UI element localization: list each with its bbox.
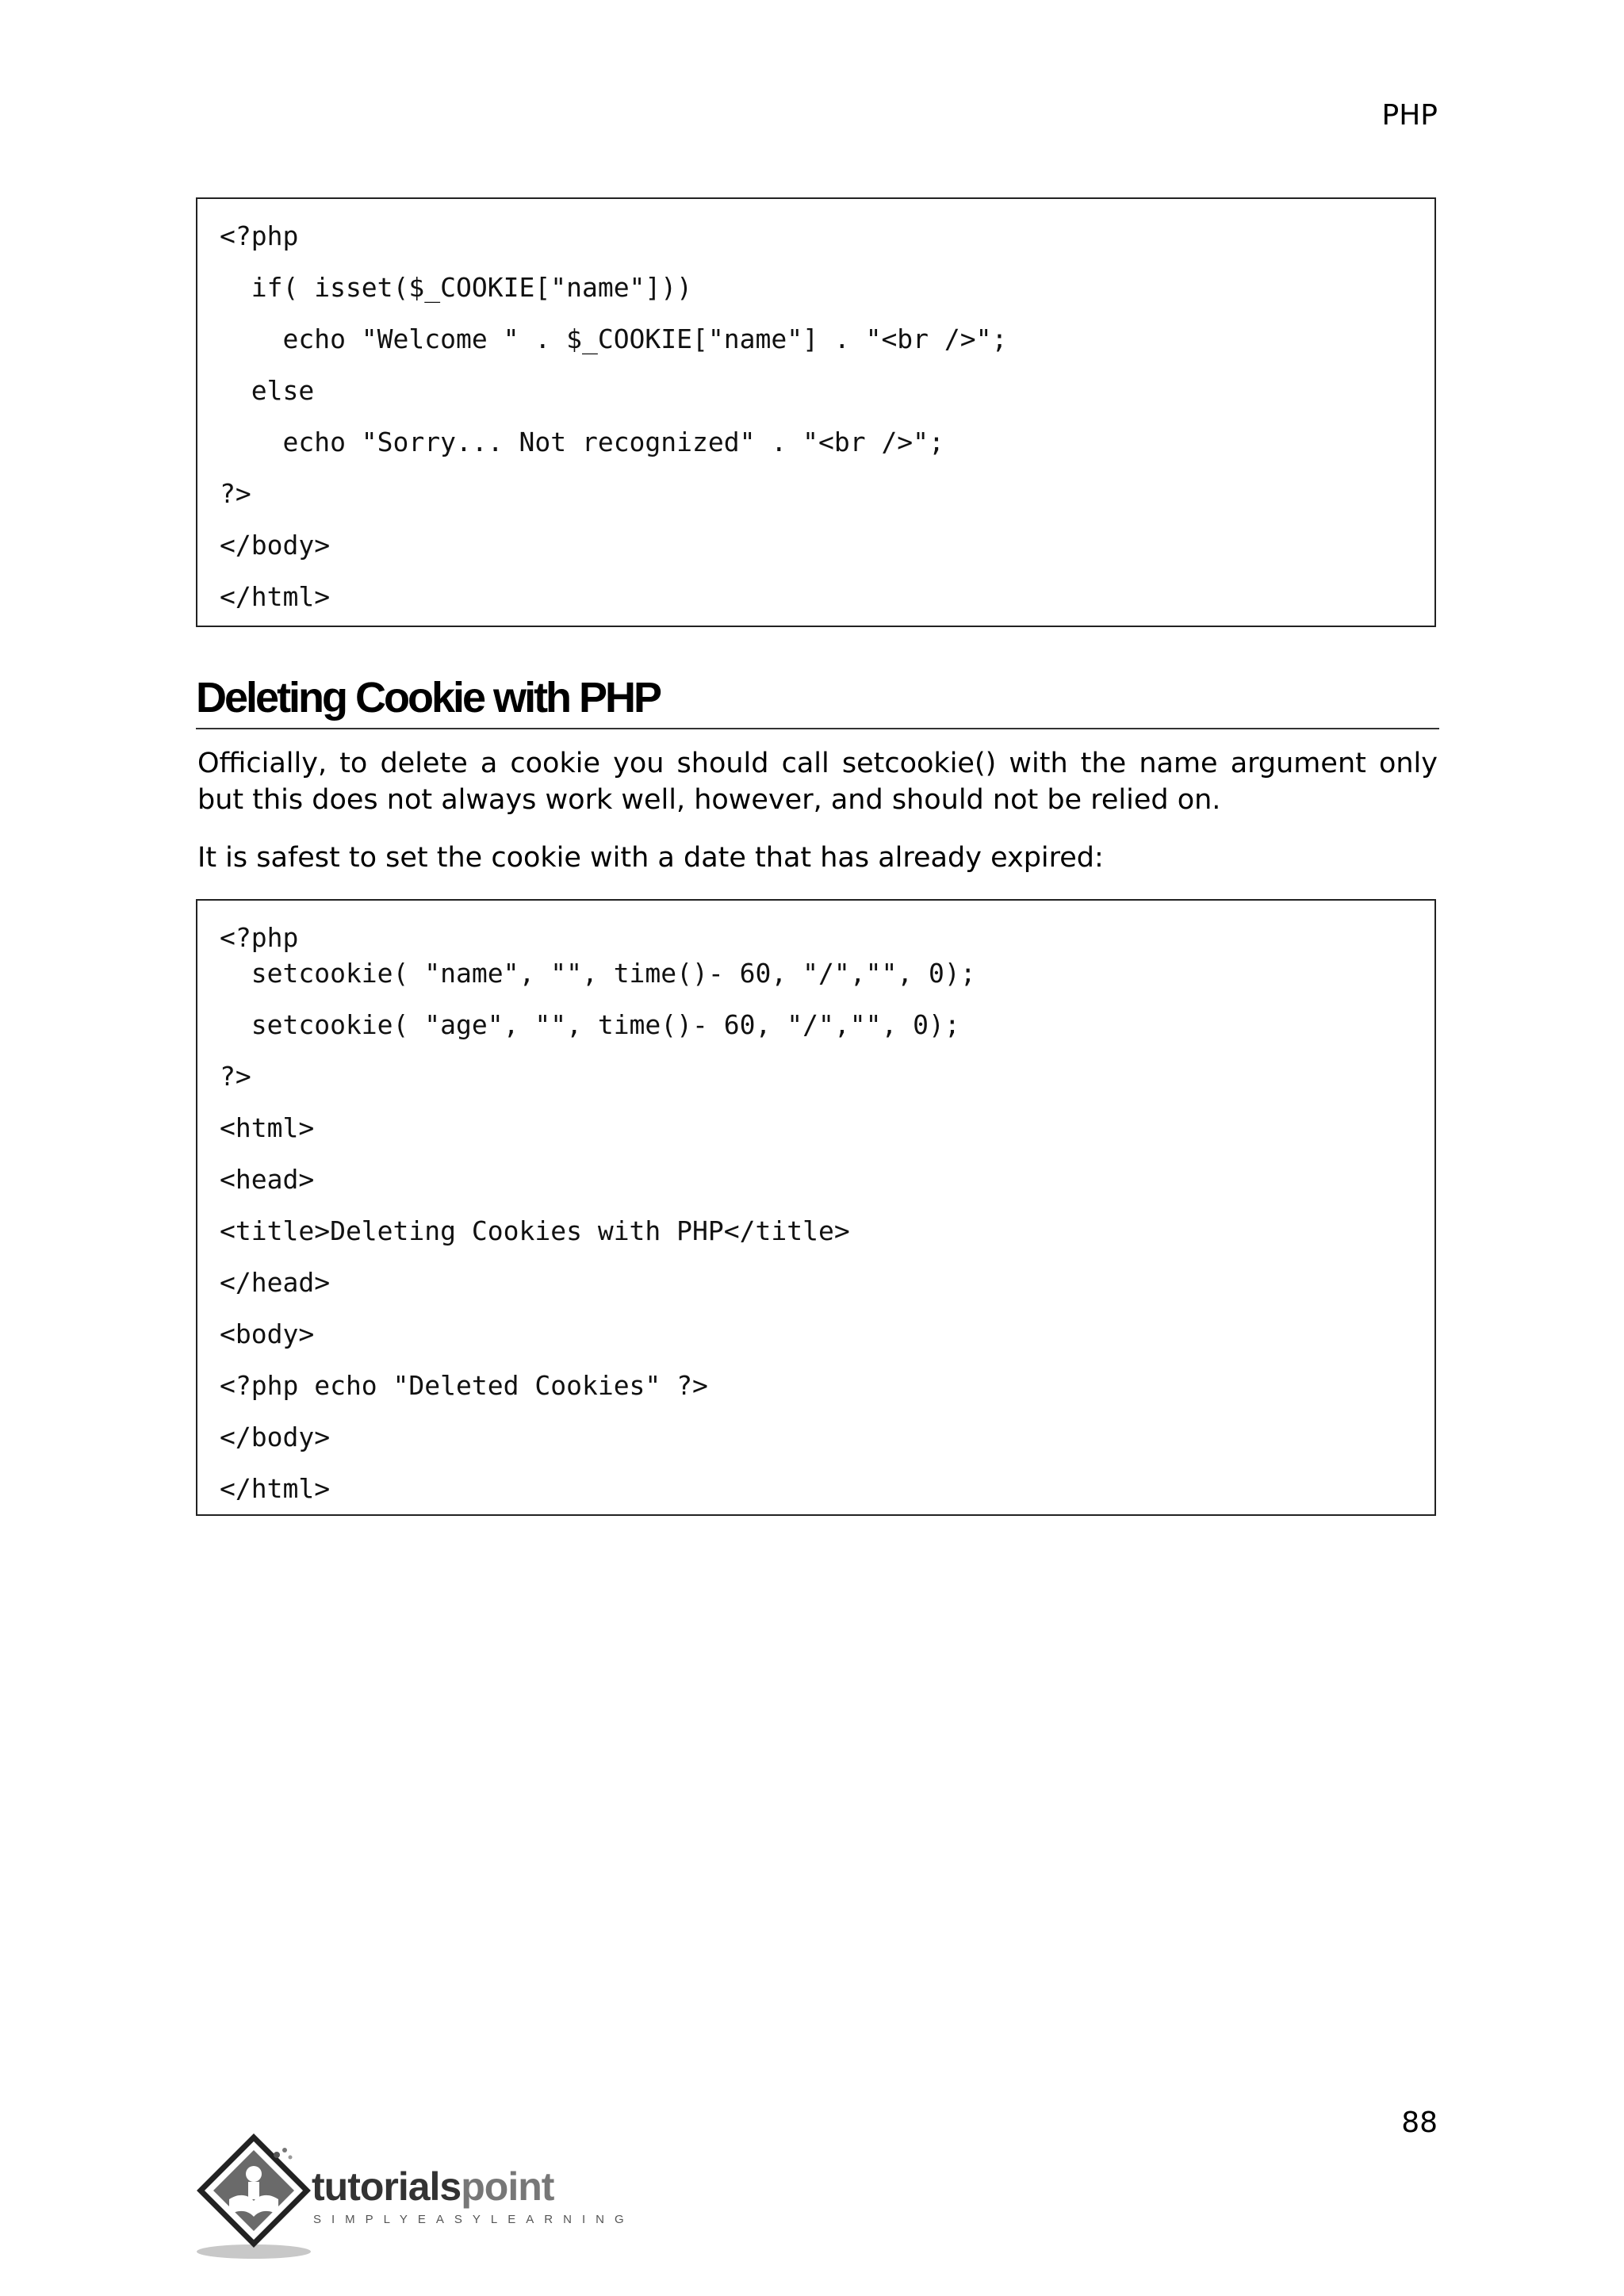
code-block-cookie-check bbox=[196, 197, 1436, 627]
code-line: setcookie( "name", "", time()- 60, "/","", 0); bbox=[220, 958, 976, 989]
code-line: </head> bbox=[220, 1267, 331, 1298]
code-line: </body> bbox=[220, 1422, 331, 1452]
section-heading: Deleting Cookie with PHP bbox=[196, 672, 1439, 729]
code-line: else bbox=[220, 375, 315, 406]
code-line: <?php bbox=[220, 220, 299, 251]
body-paragraph: It is safest to set the cookie with a date that has already expired: bbox=[197, 842, 1104, 874]
logo-wordmark: tutorialspoint bbox=[312, 2164, 554, 2209]
code-line: </body> bbox=[220, 530, 331, 561]
code-line: <title>Deleting Cookies with PHP</title> bbox=[220, 1215, 850, 1246]
code-line: echo "Sorry... Not recognized" . "<br />"; bbox=[220, 427, 944, 457]
logo-emblem-icon bbox=[194, 2133, 313, 2260]
code-line: ?> bbox=[220, 478, 251, 509]
code-line: if( isset($_COOKIE["name"])) bbox=[220, 272, 693, 303]
code-line: <html> bbox=[220, 1112, 315, 1143]
code-line: </html> bbox=[220, 1473, 331, 1504]
code-line: </html> bbox=[220, 581, 331, 612]
body-paragraph: Officially, to delete a cookie you should call setcookie() with the name argument only but this does not always work well, however, and should not be relied on. bbox=[197, 748, 1438, 816]
tutorialspoint-logo bbox=[194, 2133, 634, 2260]
code-line: ?> bbox=[220, 1061, 251, 1092]
code-line: <head> bbox=[220, 1164, 315, 1195]
code-line: <body> bbox=[220, 1318, 315, 1349]
code-line: echo "Welcome " . $_COOKIE["name"] . "<br />"; bbox=[220, 323, 1008, 354]
code-line: <?php bbox=[220, 922, 299, 953]
code-line: <?php echo "Deleted Cookies" ?> bbox=[220, 1370, 708, 1401]
code-block-delete-cookie bbox=[196, 899, 1436, 1516]
page-number: 88 bbox=[1401, 2107, 1438, 2139]
running-header: PHP bbox=[1381, 99, 1438, 132]
code-line: setcookie( "age", "", time()- 60, "/","", 0); bbox=[220, 1009, 960, 1040]
logo-tagline: SIMPLYEASYLEARNING bbox=[313, 2213, 634, 2226]
